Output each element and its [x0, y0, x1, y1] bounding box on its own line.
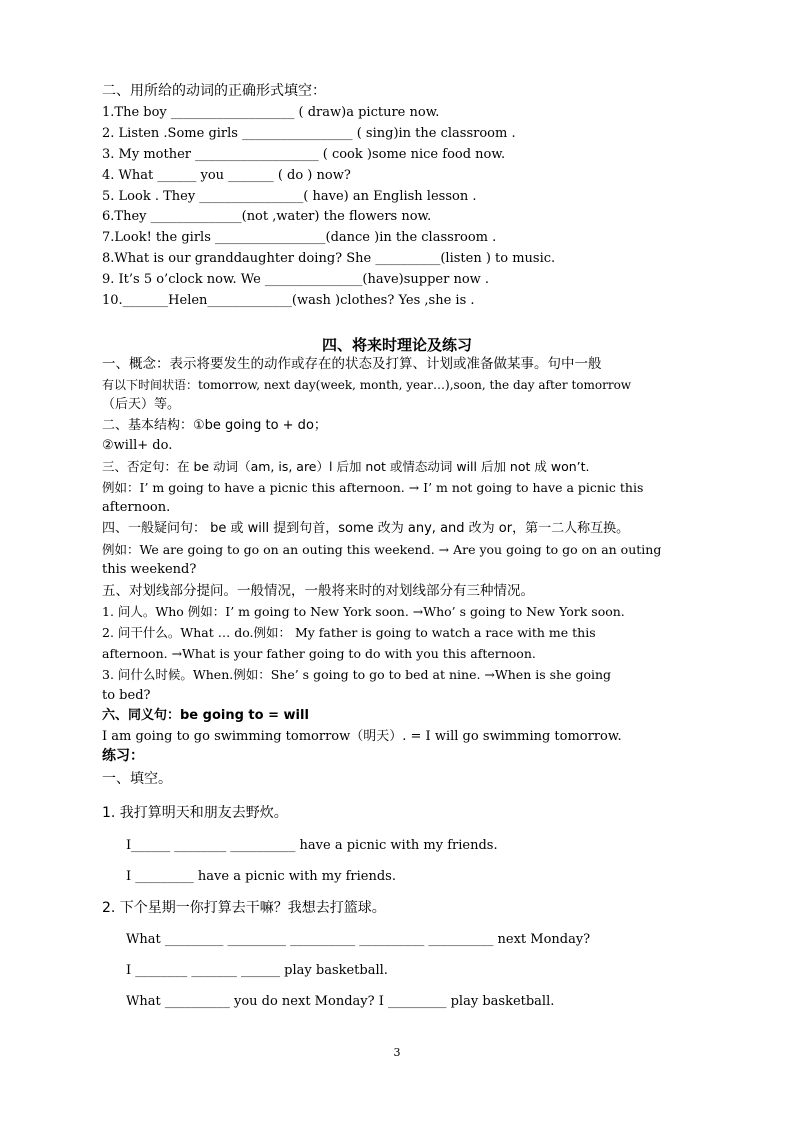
- theory-line: this weekend?: [102, 562, 197, 577]
- theory-line: 一、概念：表示将要发生的动作或存在的状态及打算、计划或准备做某事。句中一般: [102, 356, 602, 372]
- q1-line-b: I _________ have a picnic with my friends.: [126, 869, 396, 884]
- fill-item-7: 7.Look! the girls _________________(dance )in the classroom .: [102, 230, 497, 245]
- q1-prompt: 1. 我打算明天和朋友去野炊。: [102, 805, 288, 821]
- theory-line: 例如：We are going to go on an outing this weekend. → Are you going to go on an outing: [102, 542, 662, 557]
- page-number: 3: [393, 1046, 401, 1059]
- theory-line: afternoon.: [102, 500, 171, 515]
- q2-prompt: 2. 下个星期一你打算去干嘛？我想去打篮球。: [102, 900, 386, 916]
- theory-line: to bed?: [102, 688, 151, 703]
- section4-title: 四、将来时理论及练习: [321, 336, 472, 354]
- theory-line: 3. 问什么时候。When.例如：She’ s going to go to bed at nine. →When is she going: [102, 667, 612, 682]
- fill-item-8: 8.What is our granddaughter doing? She __________(listen ) to music.: [102, 251, 556, 266]
- fill-item-4: 4. What ______ you _______ ( do ) now?: [102, 168, 351, 183]
- theory-line: （后天）等。: [102, 397, 181, 412]
- practice-heading: 练习：: [102, 748, 144, 764]
- fill-item-1: 1.The boy ___________________ ( draw)a picture now.: [102, 105, 440, 120]
- q2-line-a: What _________ _________ __________ __________ __________ next Monday?: [126, 932, 591, 947]
- theory-line: afternoon. →What is your father going to do with you this afternoon.: [102, 646, 536, 661]
- practice-sub: 一、填空。: [102, 771, 172, 787]
- theory-line: 三、否定句：在 be 动词（am, is, are）l 后加 not 或情态动词 will 后加 not 成 won’t.: [102, 459, 590, 474]
- fill-item-9: 9. It’s 5 o’clock now. We _______________(have)supper now .: [102, 272, 490, 287]
- q1-line-a: I______ ________ __________ have a picnic with my friends.: [126, 838, 498, 853]
- synonym-heading: 六、同义句：be going to = will: [102, 708, 309, 723]
- fill-item-3: 3. My mother ___________________ ( cook )some nice food now.: [102, 147, 506, 162]
- theory-line: 五、对划线部分提问。一般情况，一般将来时的对划线部分有三种情况。: [102, 583, 534, 599]
- fill-item-6: 6.They ______________(not ,water) the flowers now.: [102, 209, 432, 224]
- fill-item-10: 10._______Helen_____________(wash )clothes? Yes ,she is .: [102, 293, 475, 308]
- theory-line: 四、一般疑问句： be 或 will 提到句首，some 改为 any, and 改为 or，第一二人称互换。: [102, 521, 630, 536]
- fill-item-2: 2. Listen .Some girls _________________ ( sing)in the classroom .: [102, 126, 516, 141]
- fill-item-5: 5. Look . They ________________( have) an English lesson .: [102, 189, 477, 204]
- theory-line: 有以下时间状语：tomorrow, next day(week, month, year…),soon, the day after tomorrow: [102, 378, 632, 392]
- synonym-example: I am going to go swimming tomorrow（明天）. = I will go swimming tomorrow.: [102, 729, 622, 744]
- theory-line: 1. 问人。Who 例如：I’ m going to New York soon. →Who’ s going to New York soon.: [102, 604, 625, 619]
- theory-line: 例如：I’ m going to have a picnic this afternoon. → I’ m not going to have a picnic this: [102, 480, 644, 495]
- theory-line: 二、基本结构：①be going to + do；: [102, 418, 327, 433]
- theory-line: 2. 问干什么。What … do.例如： My father is going to watch a race with me this: [102, 625, 596, 640]
- theory-line: ②will+ do.: [102, 438, 173, 453]
- q2-line-b: I ________ _______ ______ play basketball.: [126, 963, 388, 978]
- q2-line-c: What __________ you do next Monday? I _________ play basketball.: [126, 994, 555, 1009]
- section2-heading: 二、用所给的动词的正确形式填空：: [102, 83, 326, 99]
